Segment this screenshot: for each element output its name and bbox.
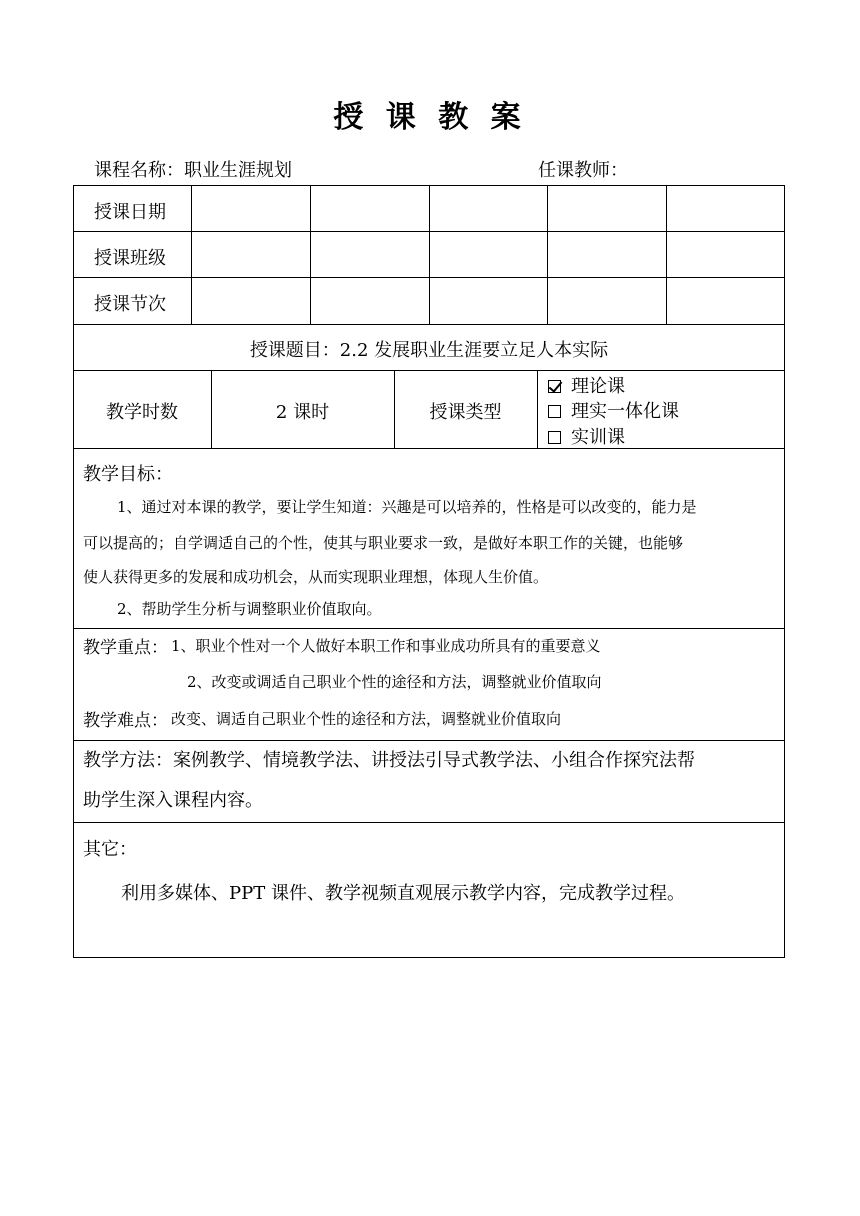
- checkbox-icon[interactable]: [548, 431, 561, 444]
- type-option-label: 实训课: [571, 427, 625, 448]
- checkbox-checked-icon[interactable]: [548, 380, 561, 393]
- objectives-heading: 教学目标：: [83, 464, 173, 485]
- row-divider: [73, 628, 785, 629]
- methods-line: 教学方法：案例教学、情境教学法、讲授法引导式教学法、小组合作探究法帮: [83, 750, 695, 771]
- lesson-topic: 授课题目：2.2 发展职业生涯要立足人本实际: [249, 340, 609, 361]
- col-divider: [191, 185, 192, 324]
- checkbox-icon[interactable]: [548, 405, 561, 418]
- objective-line: 1、通过对本课的教学，要让学生知道：兴趣是可以培养的，性格是可以改变的，能力是: [117, 498, 697, 516]
- type-option-integrated[interactable]: [548, 397, 679, 423]
- type-option-label: 理论课: [571, 376, 625, 397]
- difficulty-text: 改变、调适自己职业个性的途径和方法，调整就业价值取向: [171, 710, 562, 728]
- key-points-label: 教学重点：: [83, 638, 168, 658]
- type-option-practical[interactable]: [548, 423, 625, 449]
- col-divider: [429, 185, 430, 324]
- hours-value: 2 课时: [275, 402, 330, 423]
- row-divider: [73, 370, 785, 371]
- objective-line: 使人获得更多的发展和成功机会，从而实现职业理想，体现人生价值。: [83, 568, 549, 586]
- difficulty-label: 教学难点：: [83, 711, 168, 731]
- row-divider: [73, 740, 785, 741]
- col-divider: [666, 185, 667, 324]
- hours-label: 教学时数: [106, 402, 178, 423]
- type-option-label: 理实一体化课: [571, 401, 679, 422]
- col-divider: [537, 370, 538, 448]
- row-divider: [73, 822, 785, 823]
- date-label: 授课日期: [94, 202, 166, 223]
- methods-line: 助学生深入课程内容。: [83, 790, 263, 811]
- col-divider: [310, 185, 311, 324]
- row-divider: [73, 324, 785, 325]
- key-point-item: 1、职业个性对一个人做好本职工作和事业成功所具有的重要意义: [171, 637, 601, 655]
- row-divider: [73, 448, 785, 449]
- teacher-label: 任课教师：: [538, 160, 628, 181]
- period-label: 授课节次: [94, 294, 166, 315]
- col-divider: [547, 185, 548, 324]
- course-name: 课程名称：职业生涯规划: [94, 160, 292, 181]
- type-label: 授课类型: [429, 402, 502, 423]
- key-point-item: 2、改变或调适自己职业个性的途径和方法，调整就业价值取向: [187, 673, 602, 691]
- objective-line: 2、帮助学生分析与调整职业价值取向。: [117, 600, 382, 618]
- class-label: 授课班级: [94, 248, 166, 269]
- other-content: 利用多媒体、PPT 课件、教学视频直观展示教学内容，完成教学过程。: [121, 883, 685, 904]
- objective-line: 可以提高的；自学调适自己的个性，使其与职业要求一致，是做好本职工作的关键，也能够: [83, 534, 684, 552]
- other-heading: 其它：: [83, 839, 137, 860]
- document-title: 授 课 教 案: [333, 100, 527, 135]
- type-option-theory[interactable]: [548, 372, 625, 398]
